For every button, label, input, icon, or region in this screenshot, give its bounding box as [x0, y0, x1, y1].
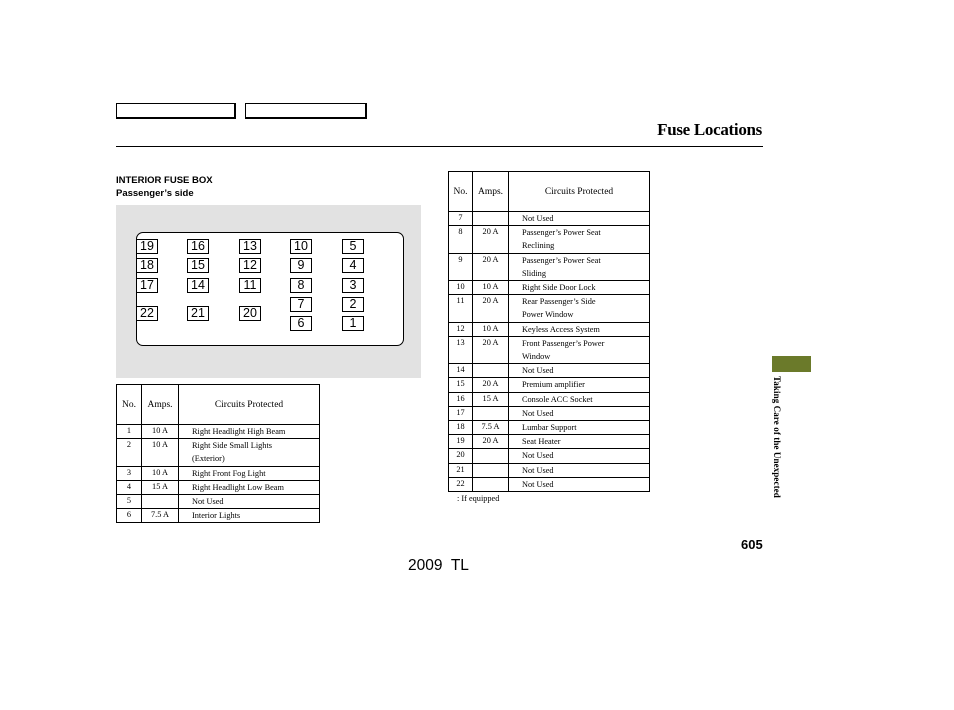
fuse-amps: [473, 477, 509, 491]
fuse-slot: 7: [290, 297, 312, 312]
fuse-amps: 7.5 A: [142, 509, 179, 523]
table-row: [449, 212, 650, 226]
table-row: [449, 322, 650, 336]
fuse-amps: 10 A: [142, 425, 179, 439]
fuse-slot: 1: [342, 316, 364, 331]
fuse-number: 2: [117, 439, 142, 466]
table-row: [449, 295, 650, 322]
circuit-protected: [179, 495, 320, 509]
fuse-number: 7: [449, 212, 473, 226]
fuse-slot: 3: [342, 278, 364, 293]
fuse-slot: 12: [239, 258, 261, 273]
fuse-number: 17: [449, 406, 473, 420]
table-row: [449, 449, 650, 463]
fuse-number: 9: [449, 253, 473, 280]
fuse-slot: 6: [290, 316, 312, 331]
fuse-amps: [473, 449, 509, 463]
fuse-slot: 21: [187, 306, 209, 321]
header-circuits: Circuits Protected: [509, 172, 650, 212]
fuse-amps: [142, 495, 179, 509]
fuse-amps: 20 A: [473, 336, 509, 363]
fuse-slot: 13: [239, 239, 261, 254]
circuit-line: Not Used: [522, 479, 554, 489]
circuit-line: Rear Passenger’s Side: [522, 297, 596, 307]
fuse-amps: 10 A: [142, 439, 179, 466]
fuse-number: 1: [117, 425, 142, 439]
table-row: [449, 477, 650, 491]
page-title: Fuse Locations: [657, 120, 762, 139]
fuse-table-2: [448, 171, 650, 492]
fuse-number: 8: [449, 226, 473, 253]
fuse-amps: 15 A: [142, 480, 179, 494]
circuit-protected: [509, 435, 650, 449]
table-row: [117, 495, 320, 509]
table-row: [449, 253, 650, 280]
circuit-line: Right Headlight High Beam: [192, 427, 286, 436]
circuit-protected: [509, 463, 650, 477]
circuit-protected: [509, 322, 650, 336]
fuse-amps: 20 A: [473, 226, 509, 253]
fuse-number: 15: [449, 378, 473, 392]
fuse-number: 21: [449, 463, 473, 477]
circuit-protected: [509, 212, 650, 226]
fuse-slot: 10: [290, 239, 312, 254]
circuit-protected: [509, 392, 650, 406]
fuse-number: 6: [117, 509, 142, 523]
circuit-line: Not Used: [522, 366, 554, 376]
table-row: [117, 425, 320, 439]
fuse-slot: 9: [290, 258, 312, 273]
fuse-number: 3: [117, 466, 142, 480]
circuit-protected: [509, 226, 650, 253]
header-amps: Amps.: [473, 172, 509, 212]
fuse-amps: 20 A: [473, 295, 509, 322]
table-row: [449, 421, 650, 435]
circuit-line: Keyless Access System: [522, 324, 600, 334]
fuse-number: 22: [449, 477, 473, 491]
circuit-line: Seat Heater: [522, 437, 561, 447]
table-row: [117, 509, 320, 523]
circuit-line-2: Window: [522, 352, 551, 362]
circuit-line-2: Power Window: [522, 310, 574, 320]
circuit-line-2: Sliding: [522, 268, 546, 278]
circuit-protected: [509, 336, 650, 363]
circuit-line: Not Used: [522, 451, 554, 461]
table-row: [449, 406, 650, 420]
circuit-line: Not Used: [522, 465, 554, 475]
circuit-protected: [509, 378, 650, 392]
circuit-line-2: Reclining: [522, 241, 555, 251]
circuit-line: Premium amplifier: [522, 380, 585, 390]
fuse-amps: 7.5 A: [473, 421, 509, 435]
circuit-line: Right Headlight Low Beam: [192, 482, 284, 492]
circuit-protected: [509, 364, 650, 378]
circuit-protected: [509, 421, 650, 435]
footnote: : If equipped: [457, 494, 500, 503]
header-no: No.: [117, 385, 142, 425]
fuse-slot: 11: [239, 278, 261, 293]
fuse-number: 13: [449, 336, 473, 363]
table-row: [449, 281, 650, 295]
nav-button-previous[interactable]: [116, 103, 236, 119]
circuit-line: Passenger’s Power Seat: [522, 255, 601, 265]
header-circuits: Circuits Protected: [179, 385, 320, 425]
circuit-protected: [509, 477, 650, 491]
circuit-protected: [509, 281, 650, 295]
section-heading: INTERIOR FUSE BOX: [116, 175, 213, 186]
fuse-number: 14: [449, 364, 473, 378]
circuit-protected: [179, 439, 320, 466]
circuit-line: Passenger’s Power Seat: [522, 228, 601, 238]
fuse-amps: [473, 212, 509, 226]
circuit-line: Front Passenger’s Power: [522, 338, 605, 348]
table-row: [117, 439, 320, 466]
fuse-number: 16: [449, 392, 473, 406]
fuse-number: 5: [117, 495, 142, 509]
section-subheading: Passenger’s side: [116, 188, 194, 199]
circuit-line: Not Used: [522, 214, 554, 223]
circuit-protected: [179, 480, 320, 494]
fuse-amps: [473, 406, 509, 420]
fuse-slot: 19: [136, 239, 158, 254]
circuit-line: Console ACC Socket: [522, 394, 593, 404]
header-no: No.: [449, 172, 473, 212]
fuse-slot: 16: [187, 239, 209, 254]
circuit-line: Right Front Fog Light: [192, 468, 266, 478]
fuse-amps: 10 A: [473, 322, 509, 336]
table-row: [449, 226, 650, 253]
circuit-protected: [509, 406, 650, 420]
fuse-slot: 17: [136, 278, 158, 293]
fuse-slot: 14: [187, 278, 209, 293]
table-row: [117, 466, 320, 480]
fuse-number: 4: [117, 480, 142, 494]
circuit-line: Lumbar Support: [522, 423, 577, 433]
circuit-protected: [179, 425, 320, 439]
fuse-number: 11: [449, 295, 473, 322]
fuse-number: 12: [449, 322, 473, 336]
circuit-protected: [179, 466, 320, 480]
fuse-amps: 10 A: [142, 466, 179, 480]
circuit-protected: [509, 253, 650, 280]
chapter-tab-label: Taking Care of the Unexpected: [772, 376, 782, 498]
table-row: [449, 435, 650, 449]
fuse-number: 19: [449, 435, 473, 449]
fuse-slot: 22: [136, 306, 158, 321]
table-row: [449, 336, 650, 363]
table-row: [117, 480, 320, 494]
circuit-line: Right Side Small Lights: [192, 441, 272, 451]
fuse-number: 10: [449, 281, 473, 295]
circuit-protected: [509, 449, 650, 463]
table-row: [449, 463, 650, 477]
nav-button-next[interactable]: [245, 103, 367, 119]
circuit-line: Right Side Door Lock: [522, 283, 596, 293]
circuit-line: Interior Lights: [192, 511, 241, 521]
fuse-amps: [473, 463, 509, 477]
page-number: 605: [741, 537, 763, 552]
circuit-line-2: (Exterior): [192, 454, 225, 464]
circuit-protected: [179, 509, 320, 523]
fuse-amps: 15 A: [473, 392, 509, 406]
fuse-slot: 18: [136, 258, 158, 273]
circuit-line: Not Used: [192, 497, 224, 507]
fuse-slot: 8: [290, 278, 312, 293]
fuse-slot: 2: [342, 297, 364, 312]
header-rule: [116, 146, 763, 147]
fuse-amps: 20 A: [473, 435, 509, 449]
fuse-number: 18: [449, 421, 473, 435]
table-row: [449, 392, 650, 406]
circuit-line: Not Used: [522, 408, 554, 418]
fuse-number: 20: [449, 449, 473, 463]
fuse-slot: 4: [342, 258, 364, 273]
fuse-amps: 10 A: [473, 281, 509, 295]
chapter-tab: [772, 356, 811, 372]
circuit-protected: [509, 295, 650, 322]
fuse-slot: 20: [239, 306, 261, 321]
fuse-slot: 5: [342, 239, 364, 254]
header-amps: Amps.: [142, 385, 179, 425]
fuse-amps: 20 A: [473, 253, 509, 280]
table-row: [449, 378, 650, 392]
fuse-table-1: [116, 384, 320, 523]
model-label: 2009 TL: [408, 557, 469, 574]
table-row: [449, 364, 650, 378]
fuse-amps: [473, 364, 509, 378]
fuse-amps: 20 A: [473, 378, 509, 392]
fuse-slot: 15: [187, 258, 209, 273]
